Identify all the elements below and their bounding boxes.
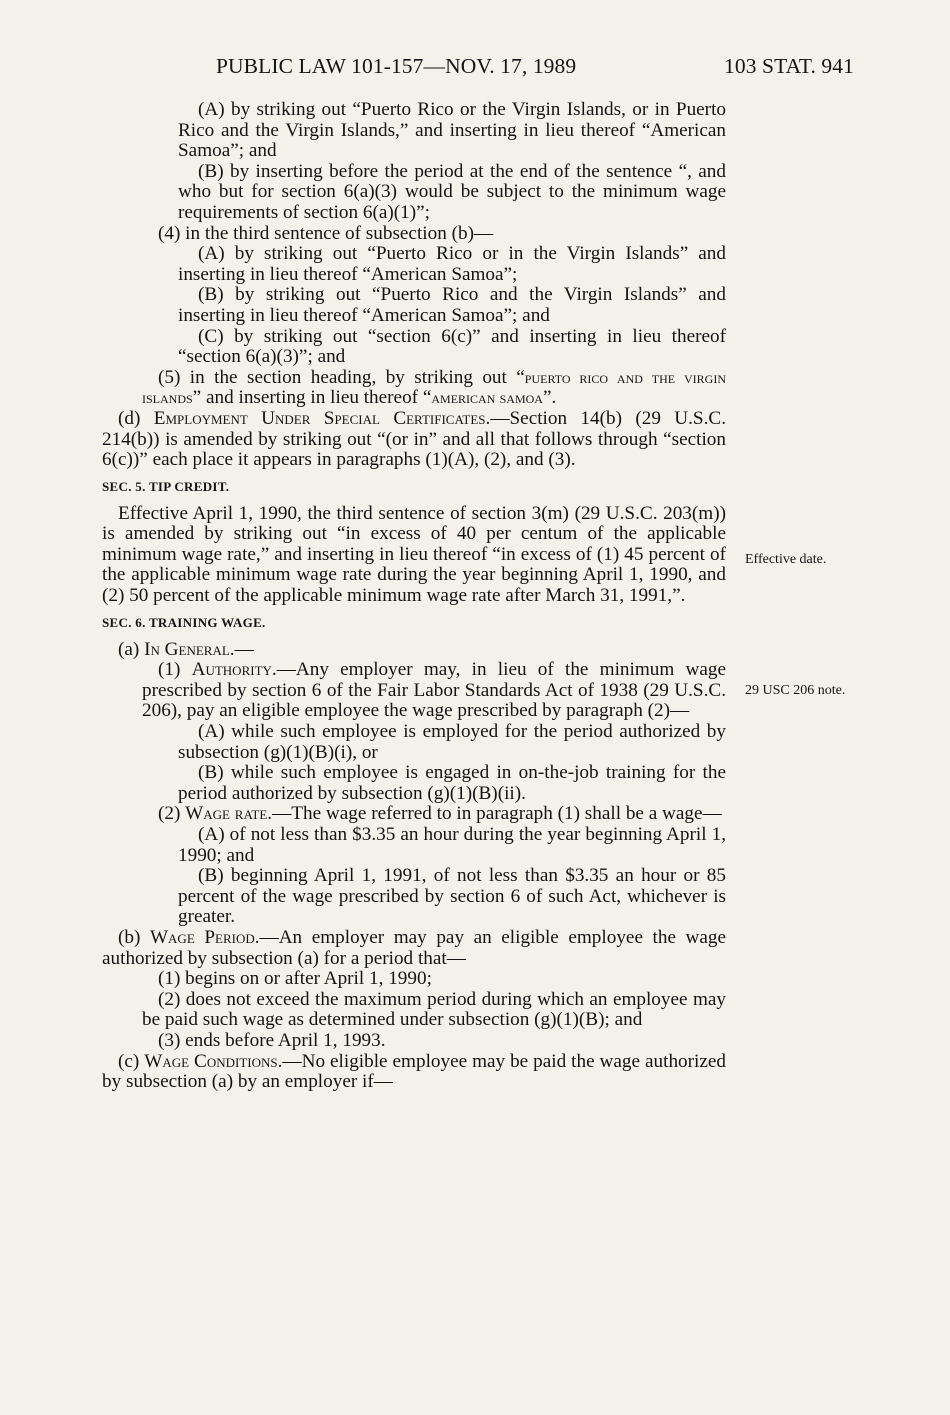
section-heading-5: SEC. 5. TIP CREDIT.: [102, 478, 230, 494]
text-run: .—Section 14(b) (29 U.S.C. 214(b)) is amended by striking out “(or in” and all that follows through “section 6(c))” each place it appears in paragraphs (1)(A), (2), and (3).: [102, 407, 726, 471]
paragraph: [102, 660, 726, 722]
text-run: .—The wage referred to in paragraph (1) shall be a wage—: [267, 803, 722, 825]
text-run: ” and inserting in lieu thereof “: [192, 387, 432, 409]
page-stat-number: 103 STAT. 941: [724, 54, 854, 78]
margin-note-effective-date: Effective date.: [745, 552, 827, 567]
subsection-heading: Wage Period: [149, 926, 255, 948]
text-run: ”.: [542, 387, 557, 409]
paragraph: (B) beginning April 1, 1991, of not less than $3.35 an hour or 85 percent of the wage prescribed by section 6 of such Act, whichever is greater.: [178, 865, 726, 928]
paragraph: [102, 1052, 726, 1093]
paragraph: (A) by striking out “Puerto Rico or the Virgin Islands, or in Puerto Rico and the Virgin Islands,” and inserting in lieu thereof “American Samoa”; and: [178, 99, 726, 162]
heading-ref-new: american samoa: [431, 388, 543, 408]
subsection-heading: Employment Under Special Certificates: [153, 407, 486, 429]
section-heading-6: SEC. 6. TRAINING WAGE.: [102, 614, 266, 630]
heading-ref-old: puerto rico and the virgin islands: [142, 367, 726, 408]
subsection-heading: Wage Conditions: [144, 1050, 278, 1072]
paragraph: (A) by striking out “Puerto Rico or in the Virgin Islands” and inserting in lieu thereof “American Samoa”;: [178, 243, 726, 285]
margin-note-usc: 29 USC 206 note.: [745, 683, 846, 698]
text-run: (1): [158, 659, 192, 681]
paragraph: [102, 804, 726, 825]
text-run: .—No eligible employee may be paid the wage authorized by subsection (a) by an employer if—: [102, 1050, 726, 1093]
paragraph: (A) while such employee is employed for the period authorized by subsection (g)(1)(B)(i), or: [178, 721, 726, 763]
paragraph: (B) while such employee is engaged in on-the-job training for the period authorized by subsection (g)(1)(B)(ii).: [178, 762, 726, 804]
text-run: .—Any employer may, in lieu of the minimum wage prescribed by section 6 of the Fair Labor Standards Act of 1938 (29 U.S.C. 206), pay an eligible employee the wage prescribed by paragraph (2)—: [142, 659, 726, 722]
paragraph: (1) begins on or after April 1, 1990;: [158, 968, 432, 990]
text-run: (2): [158, 803, 186, 825]
text-run: (5) in the section heading, by striking out “: [158, 366, 525, 388]
paragraph: Effective April 1, 1990, the third sentence of section 3(m) (29 U.S.C. 203(m)) is amended by striking out “in excess of 40 per centum of the applicable minimum wage rate,” and inserting in lieu thereof “in excess of (1) 45 percent of the applicable minimum wage rate during the year beginning April 1, 1990, and (2) 50 percent of the applicable minimum wage rate after March 31, 1991,”.: [102, 502, 726, 607]
text-run: (b): [118, 926, 150, 948]
paragraph: [102, 640, 726, 661]
paragraph: (4) in the third sentence of subsection (b)—: [158, 222, 494, 244]
text-run: (a): [118, 638, 145, 660]
text-run: .—: [229, 638, 254, 660]
paragraph-heading: Wage rate: [185, 803, 268, 825]
running-header-title: PUBLIC LAW 101-157—NOV. 17, 1989: [216, 54, 577, 78]
paragraph: [102, 409, 726, 471]
subsection-heading: In General: [144, 638, 230, 660]
text-run: (d): [118, 407, 154, 429]
paragraph: (B) by striking out “Puerto Rico and the Virgin Islands” and inserting in lieu thereof “American Samoa”; and: [178, 284, 726, 326]
text-run: .—An employer may pay an eligible employee the wage authorized by subsection (a) for a period that—: [102, 926, 727, 969]
paragraph: [102, 928, 726, 969]
paragraph: [102, 368, 726, 409]
paragraph: (C) by striking out “section 6(c)” and inserting in lieu thereof “section 6(a)(3)”; and: [178, 325, 726, 368]
text-run: (c): [118, 1050, 145, 1072]
paragraph: (A) of not less than $3.35 an hour during the year beginning April 1, 1990; and: [178, 824, 726, 866]
paragraph-heading: Authority: [191, 659, 272, 681]
paragraph: (2) does not exceed the maximum period during which an employee may be paid such wage as determined under subsection (g)(1)(B); and: [142, 988, 726, 1031]
paragraph: (B) by inserting before the period at the end of the sentence “, and who but for section 6(a)(3) would be subject to the minimum wage requirements of section 6(a)(1)”;: [178, 160, 726, 223]
paragraph: (3) ends before April 1, 1993.: [158, 1029, 386, 1051]
body-text: [102, 100, 726, 1093]
